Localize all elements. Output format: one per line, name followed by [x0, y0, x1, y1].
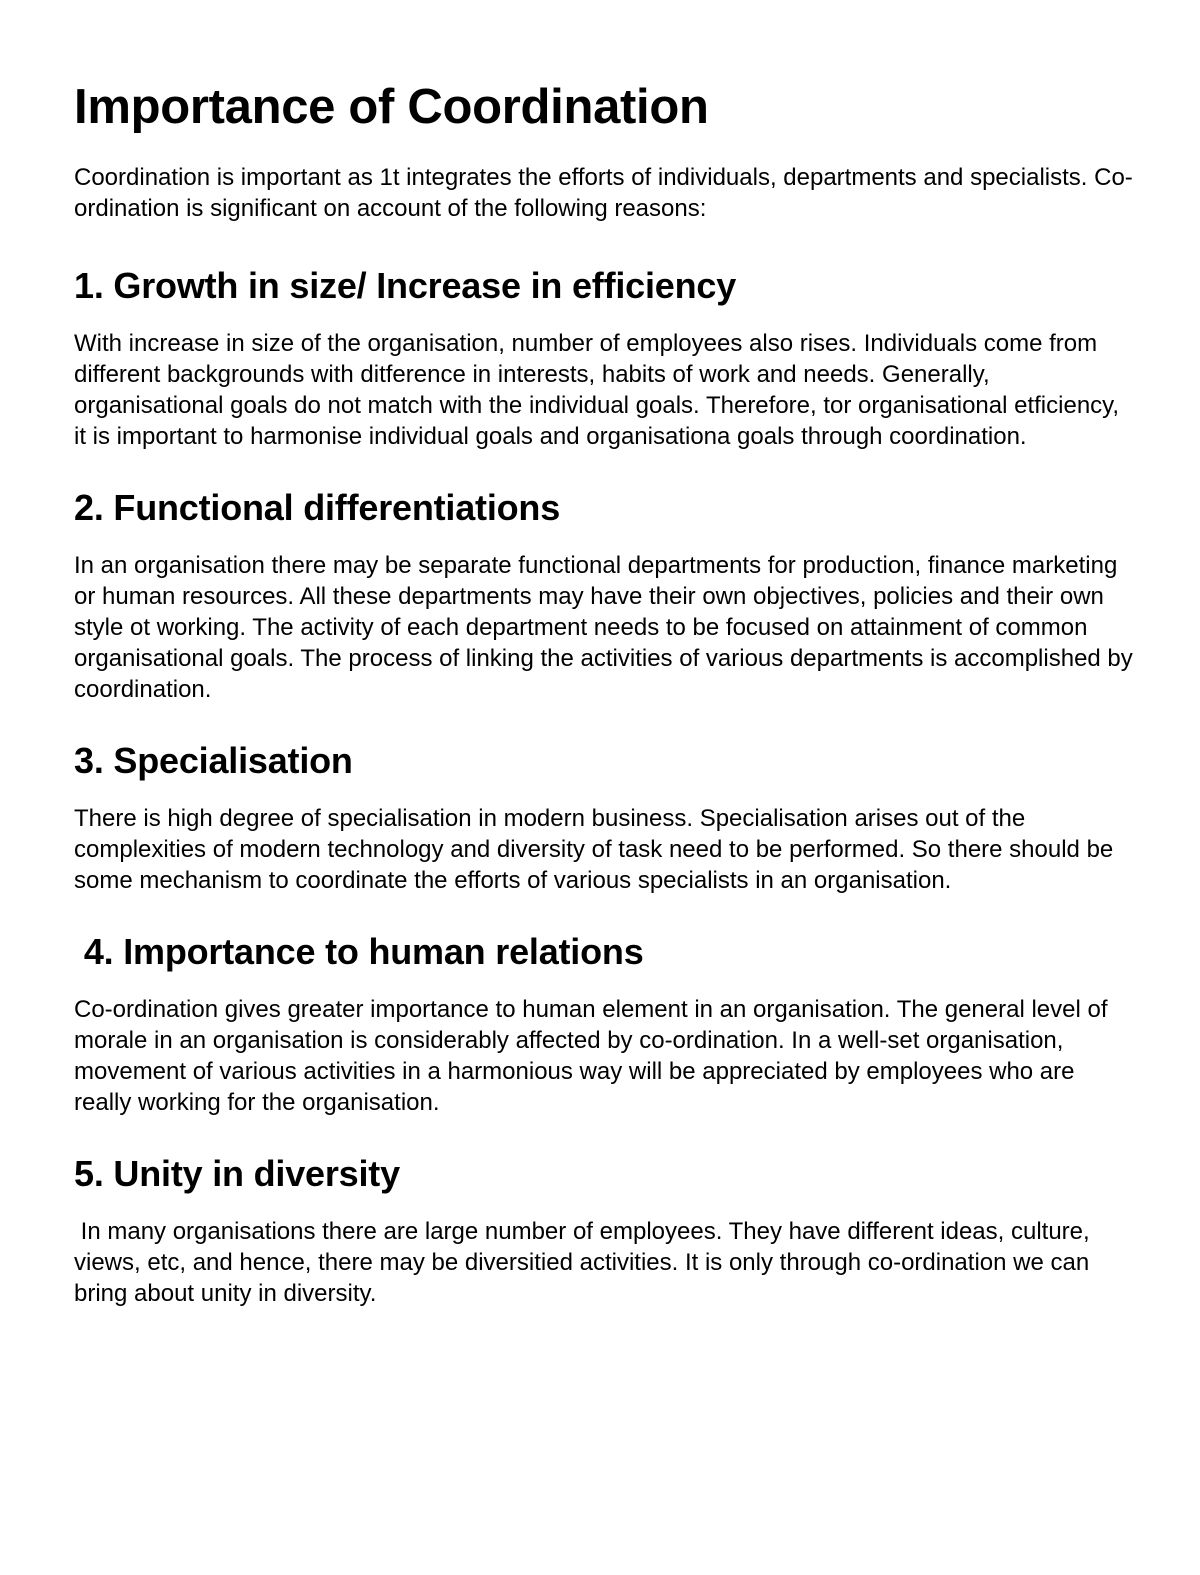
- section-growth-in-size: [74, 264, 1134, 452]
- document-page: [74, 78, 1140, 1343]
- section-heading: 3. Specialisation: [74, 740, 353, 781]
- section-heading: 5. Unity in diversity: [74, 1153, 400, 1194]
- section-body: Co-ordination gives greater importance to human element in an organisation. The general level of morale in an organisation is considerably affected by co-ordination. In a well-set organisation, movement of various activities in a harmonious way will be appreciated by employees who are really working for the organisation.: [74, 996, 1115, 1116]
- section-unity-in-diversity: [74, 1152, 1134, 1309]
- section-heading: 2. Functional differentiations: [74, 487, 561, 528]
- section-body: In many organisations there are large number of employees. They have different ideas, culture, views, etc, and hence, there may be diversitied activities. It is only through co-ordination we can bring about unity in diversity.: [74, 1218, 1097, 1307]
- section-human-relations: [74, 930, 1134, 1118]
- section-heading: 1. Growth in size/ Increase in efficiency: [74, 265, 737, 306]
- document-title: Importance of Coordination: [74, 80, 709, 134]
- section-heading: 4. Importance to human relations: [74, 931, 644, 972]
- intro-paragraph: Coordination is important as 1t integrates the efforts of individuals, departments and specialists. Co-ordination is significant on account of the following reasons:: [74, 164, 1133, 222]
- section-body: With increase in size of the organisation, number of employees also rises. Individuals come from different backgrounds with ditference in interests, habits of work and needs. Generally, organisational goals do not match with the individual goals. Therefore, tor organisational etficiency, it is important to harmonise individual goals and organisationa goals through coordination.: [74, 330, 1126, 450]
- section-functional-differentiations: [74, 486, 1140, 705]
- section-body: There is high degree of specialisation in modern business. Specialisation arises out of the complexities of modern technology and diversity of task need to be performed. So there should be some mechanism to coordinate the efforts of various specialists in an organisation.: [74, 805, 1120, 894]
- section-specialisation: [74, 739, 1134, 896]
- section-body: In an organisation there may be separate functional departments for production, finance marketing or human resources. All these departments may have their own objectives, policies and their own style ot working. The activity of each department needs to be focused on attainment of common organisational goals. The process of linking the activities of various departments is accomplished by coordination.: [74, 552, 1140, 703]
